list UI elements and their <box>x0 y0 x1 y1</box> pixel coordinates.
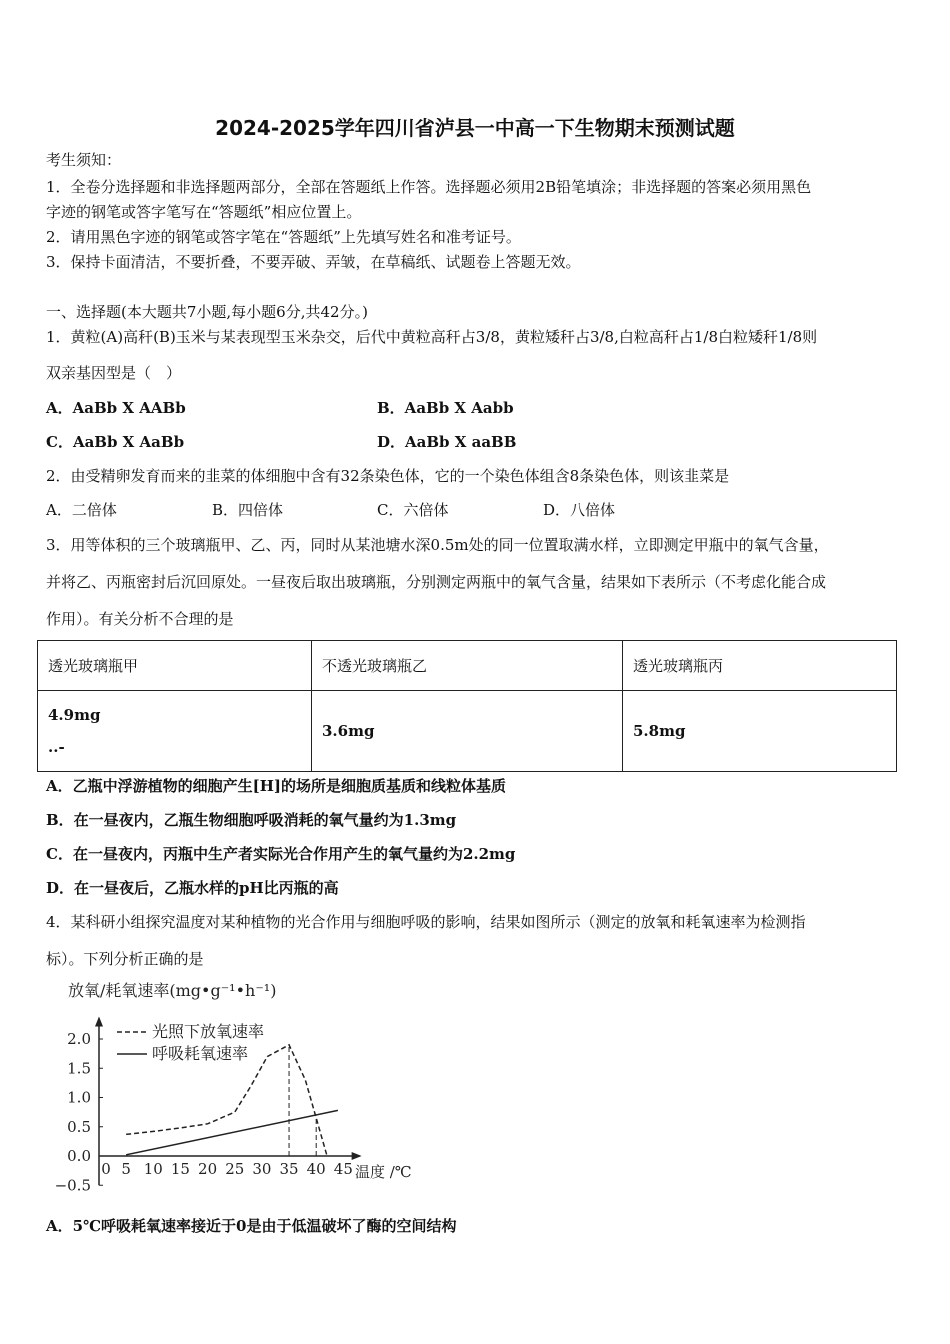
q3-option-b: B．在一昼夜内，乙瓶生物细胞呼吸消耗的氧气量约为1.3mg <box>46 811 457 829</box>
cell-note: ..- <box>48 738 65 756</box>
question-3-text: 并将乙、丙瓶密封后沉回原处。一昼夜后取出玻璃瓶，分别测定两瓶中的氧气含量，结果如下表所示（不考虑化能合成 <box>46 573 827 591</box>
x-tick-label: 15 <box>170 1160 190 1178</box>
x-tick-label: 35 <box>279 1160 299 1178</box>
section-heading: 一、选择题(本大题共7小题,每小题6分,共42分。) <box>46 303 368 321</box>
x-tick-label: 30 <box>252 1160 272 1178</box>
question-1-text: 1．黄粒(A)高秆(B)玉米与某表现型玉米杂交，后代中黄粒高秆占3/8，黄粒矮秆占3/8,白粒高秆占1/8白粒矮秆1/8则 <box>46 328 818 346</box>
x-tick-label: 20 <box>198 1160 218 1178</box>
cell-value: 4.9mg <box>48 706 101 724</box>
y-axis-arrow-icon <box>95 1017 103 1027</box>
table-cell: 5.8mg <box>622 691 896 772</box>
q1-option-c: C．AaBb X AaBb <box>46 433 185 451</box>
y-axis-label: 放氧/耗氧速率(mg•g⁻¹•h⁻¹) <box>68 981 277 1000</box>
y-tick-label: 1.0 <box>67 1088 91 1107</box>
q2-option-b: B．四倍体 <box>212 501 284 519</box>
x-tick-label: 40 <box>306 1160 326 1178</box>
x-axis-label: 温度 /℃ <box>355 1163 412 1181</box>
question-2-text: 2．由受精卵发育而来的韭菜的体细胞中含有32条染色体，它的一个染色体组含8条染色体，则该韭菜是 <box>46 467 730 485</box>
y-tick-label: 0.0 <box>67 1147 91 1165</box>
q2-option-d: D．八倍体 <box>543 501 616 519</box>
q3-option-a: A．乙瓶中浮游植物的细胞产生[H]的场所是细胞质基质和线粒体基质 <box>46 777 507 795</box>
notice-line: 1．全卷分选择题和非选择题两部分，全部在答题纸上作答。选择题必须用2B铅笔填涂；非选择题的答案必须用黑色 <box>46 178 812 196</box>
x-tick-label: 0 <box>101 1160 111 1178</box>
q1-option-d: D．AaBb X aaBB <box>377 433 517 451</box>
x-tick-label: 5 <box>121 1160 131 1178</box>
question-3-text: 3．用等体积的三个玻璃瓶甲、乙、丙，同时从某池塘水深0.5m处的同一位置取满水样，立即测定甲瓶中的氧气含量， <box>46 536 829 554</box>
y-tick-label: 0.5 <box>67 1117 91 1136</box>
table-cell: 3.6mg <box>311 691 622 772</box>
notice-line: 2．请用黑色字迹的钢笔或答字笔在“答题纸”上先填写姓名和准考证号。 <box>46 228 521 246</box>
q1-option-a: A．AaBb X AABb <box>46 399 186 417</box>
question-4-text: 标）。下列分析正确的是 <box>46 950 204 968</box>
q2-option-c: C．六倍体 <box>377 501 449 519</box>
notice-heading: 考生须知： <box>46 151 122 169</box>
x-tick-label: 10 <box>143 1160 163 1178</box>
table-header: 透光玻璃瓶甲 <box>38 641 312 691</box>
x-axis-arrow-icon <box>352 1152 362 1160</box>
table-cell <box>38 691 312 772</box>
table-header: 不透光玻璃瓶乙 <box>311 641 622 691</box>
notice-line: 字迹的钢笔或答字笔写在“答题纸”相应位置上。 <box>46 203 362 221</box>
question-1-text: 双亲基因型是（ ） <box>46 364 182 382</box>
q3-option-c: C．在一昼夜内，丙瓶中生产者实际光合作用产生的氧气量约为2.2mg <box>46 845 516 863</box>
legend-label: 呼吸耗氧速率 <box>152 1044 249 1063</box>
y-tick-label: 2.0 <box>67 1030 91 1048</box>
q1-option-b: B．AaBb X Aabb <box>377 399 514 417</box>
question-3-text: 作用）。有关分析不合理的是 <box>46 610 234 628</box>
legend-label: 光照下放氧速率 <box>152 1022 265 1041</box>
q4-option-a: A．5℃呼吸耗氧速率接近于0是由于低温破坏了酶的空间结构 <box>46 1217 457 1235</box>
table-header: 透光玻璃瓶丙 <box>622 641 896 691</box>
respiration-line <box>126 1110 338 1154</box>
question-4-text: 4．某科研小组探究温度对某种植物的光合作用与细胞呼吸的影响，结果如图所示（测定的放氧和耗氧速率为检测指 <box>46 913 806 931</box>
q2-option-a: A．二倍体 <box>46 501 117 519</box>
oxygen-table <box>37 640 897 772</box>
x-tick-label: 45 <box>333 1160 353 1178</box>
temperature-oxygen-chart <box>40 972 440 1200</box>
y-tick-label: −0.5 <box>54 1176 91 1195</box>
q3-option-d: D．在一昼夜后，乙瓶水样的pH比丙瓶的高 <box>46 879 339 897</box>
legend <box>117 1022 264 1063</box>
y-tick-label: 1.5 <box>67 1059 91 1078</box>
page-title: 2024-2025学年四川省泸县一中高一下生物期末预测试题 <box>215 116 735 140</box>
notice-line: 3．保持卡面清洁，不要折叠，不要弄破、弄皱，在草稿纸、试题卷上答题无效。 <box>46 253 581 271</box>
x-tick-label: 25 <box>225 1160 245 1178</box>
